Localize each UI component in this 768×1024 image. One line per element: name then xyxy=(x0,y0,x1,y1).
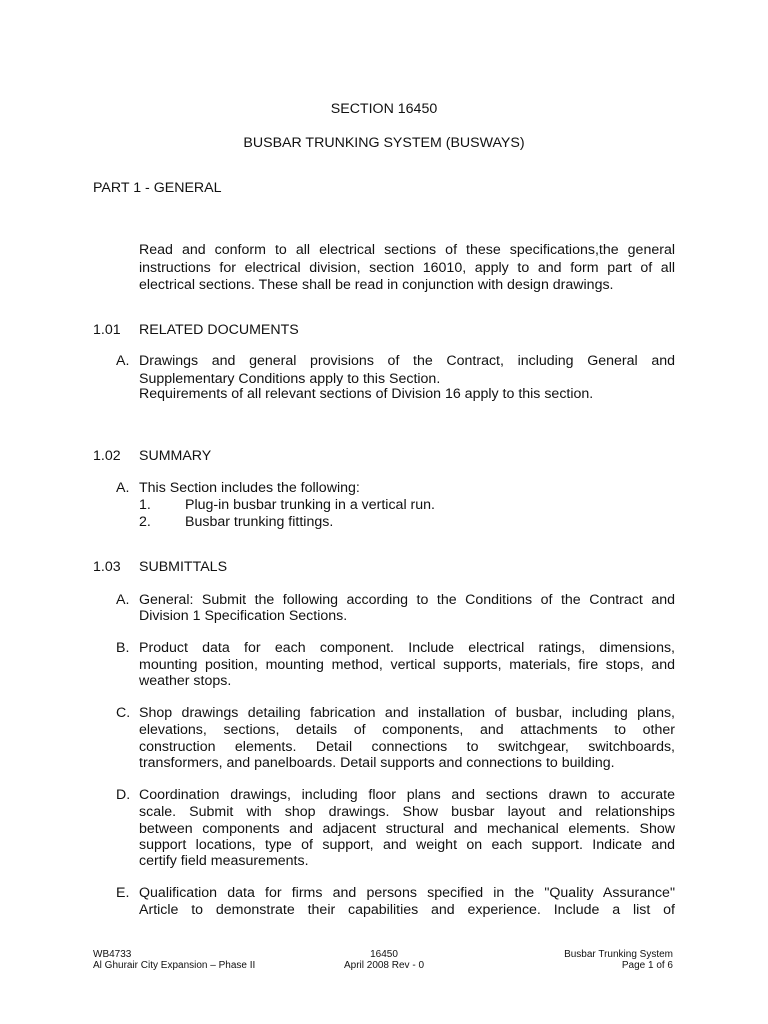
footer-section-number: 16450 xyxy=(370,949,398,960)
item-letter: C. xyxy=(116,705,131,721)
submittals-b-line-1: Product data for each component. Include electrical ratings, dimensions, xyxy=(139,640,675,656)
item-letter: A. xyxy=(116,353,130,369)
submittals-d-line-2: scale. Submit with shop drawings. Show busbar layout and relationships xyxy=(139,804,675,820)
submittals-c-line-4: transformers, and panelboards. Detail supports and connections to building. xyxy=(139,755,615,771)
intro-line-3: electrical sections. These shall be read in conjunction with design drawings. xyxy=(139,277,614,293)
submittals-e-line-2: Article to demonstrate their capabilities and experience. Include a list of xyxy=(139,902,675,918)
related-docs-line-2: Supplementary Conditions apply to this Section. xyxy=(139,371,441,387)
submittals-b-line-3: weather stops. xyxy=(139,673,232,689)
submittals-d-line-4: support locations, type of support, and weight on each support. Indicate and xyxy=(139,837,675,853)
submittals-a-line-1: General: Submit the following according to the Conditions of the Contract and xyxy=(139,592,675,608)
summary-sub-number: 1. xyxy=(139,497,151,513)
footer-doc-title: Busbar Trunking System xyxy=(564,949,673,960)
item-letter: A. xyxy=(116,592,130,608)
document-title: BUSBAR TRUNKING SYSTEM (BUSWAYS) xyxy=(243,135,525,151)
submittals-c-line-1: Shop drawings detailing fabrication and installation of busbar, including plans, xyxy=(139,705,675,721)
submittals-a-line-2: Division 1 Specification Sections. xyxy=(139,608,348,624)
item-letter: D. xyxy=(116,787,131,803)
section-1-03-number: 1.03 xyxy=(93,559,121,575)
footer-revision: April 2008 Rev - 0 xyxy=(343,960,425,971)
section-1-02-number: 1.02 xyxy=(93,448,121,464)
related-docs-line-1: Drawings and general provisions of the Contract, including General and xyxy=(139,353,675,369)
footer-project-code: WB4733 xyxy=(93,949,132,960)
summary-sub-text: Busbar trunking fittings. xyxy=(185,514,334,530)
submittals-c-line-3: construction elements. Detail connections to switchgear, switchboards, xyxy=(139,739,675,755)
section-1-02-heading: SUMMARY xyxy=(139,448,212,464)
submittals-d-line-5: certify field measurements. xyxy=(139,853,309,869)
item-letter: A. xyxy=(116,480,130,496)
section-number: SECTION 16450 xyxy=(330,101,438,117)
submittals-d-line-1: Coordination drawings, including floor plans and sections drawn to accurate xyxy=(139,787,675,803)
section-1-03-heading: SUBMITTALS xyxy=(139,559,228,575)
section-1-01-heading: RELATED DOCUMENTS xyxy=(139,322,299,338)
footer-page-number: Page 1 of 6 xyxy=(621,960,673,971)
submittals-e-line-1: Qualification data for firms and persons specified in the "Quality Assurance" xyxy=(139,885,675,901)
summary-intro: This Section includes the following: xyxy=(139,480,360,496)
section-1-01-number: 1.01 xyxy=(93,322,121,338)
related-docs-line-3: Requirements of all relevant sections of Division 16 apply to this section. xyxy=(139,386,594,402)
item-letter: B. xyxy=(116,640,130,656)
submittals-b-line-2: mounting position, mounting method, vertical supports, materials, fire stops, and xyxy=(139,657,675,673)
item-letter: E. xyxy=(116,885,130,901)
footer-project-name: Al Ghurair City Expansion – Phase II xyxy=(93,960,256,971)
intro-line-2: instructions for electrical division, section 16010, apply to and form part of all xyxy=(139,260,675,276)
submittals-c-line-2: elevations, sections, details of components, and attachments to other xyxy=(139,722,675,738)
intro-line-1: Read and conform to all electrical sections of these specifications,the general xyxy=(139,242,675,258)
part-heading: PART 1 - GENERAL xyxy=(93,180,222,196)
summary-sub-number: 2. xyxy=(139,514,151,530)
submittals-d-line-3: between components and adjacent structural and mechanical elements. Show xyxy=(139,821,675,837)
summary-sub-text: Plug-in busbar trunking in a vertical run. xyxy=(185,497,435,513)
